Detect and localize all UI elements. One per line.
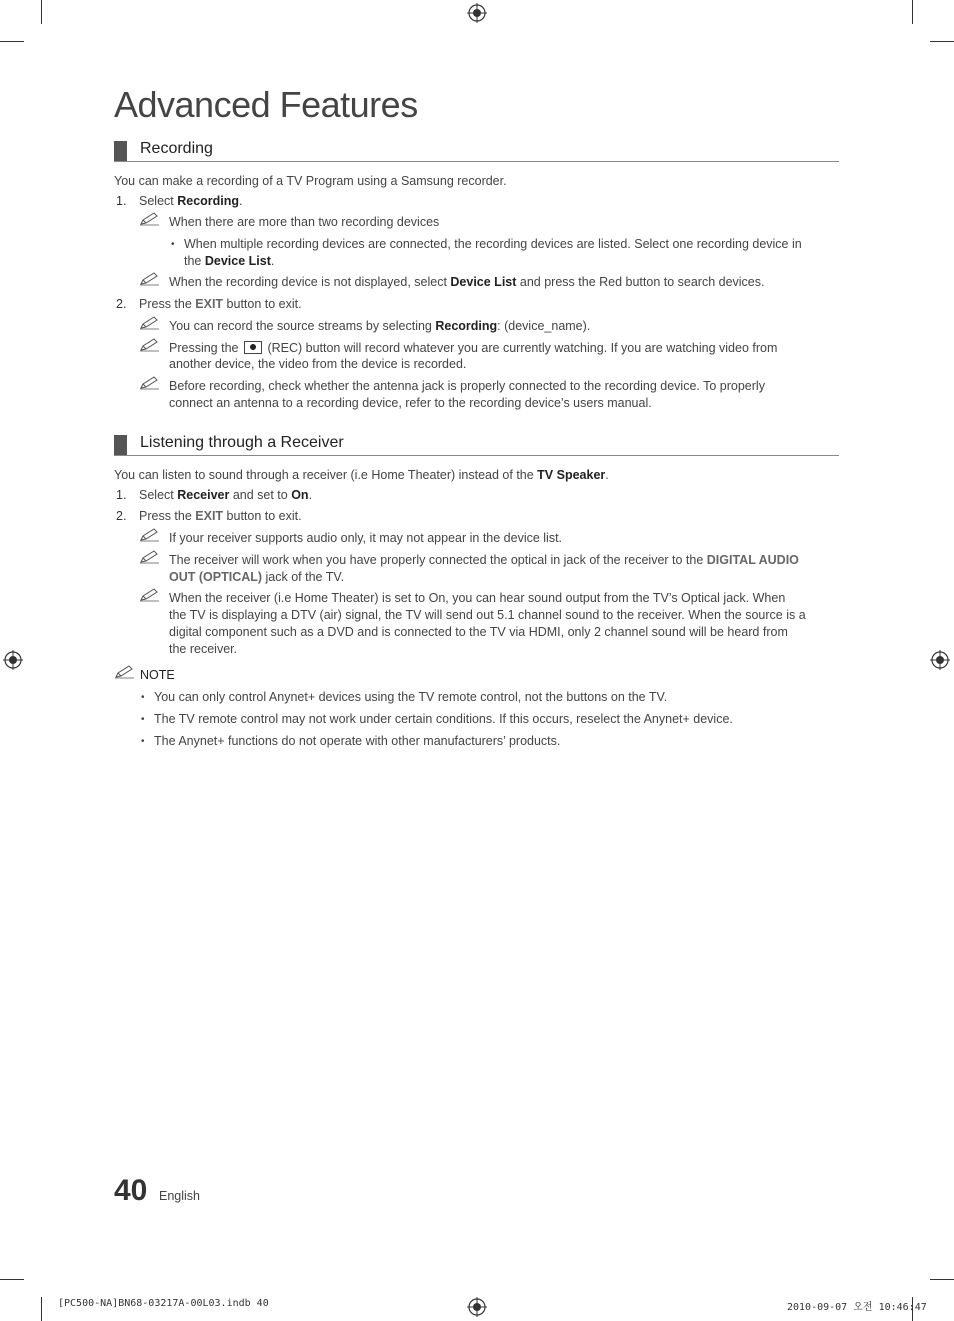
note-pencil-icon [139, 212, 161, 226]
recording-note-1: When there are more than two recording devices [169, 215, 440, 229]
recording-bullet-line-1: When multiple recording devices are connected, the recording devices are listed. Select one recording device in [184, 237, 802, 251]
receiver-note-3-line-4: the receiver. [169, 642, 238, 656]
recording-note-3: You can record the source streams by selecting Recording: (device_name). [169, 319, 591, 333]
receiver-intro: You can listen to sound through a receiver (i.e Home Theater) instead of the TV Speaker. [114, 468, 609, 482]
step-number: 2. [116, 509, 127, 523]
heading-bar [114, 435, 127, 455]
bullet-dot: • [171, 239, 175, 250]
heading-label: Listening through a Receiver [140, 434, 344, 451]
note-item: The Anynet+ functions do not operate with other manufacturers’ products. [154, 734, 561, 748]
bullet-dot: • [141, 714, 145, 725]
note-pencil-icon [114, 665, 136, 679]
print-file-info: [PC500-NA]BN68-03217A-00L03.indb 40 [58, 1298, 269, 1309]
receiver-note-3-line-3: digital component such as a DVD and is connected to the TV via HDMI, only 2 channel sound will be heard from [169, 625, 788, 639]
recording-note-5-line-2: connect an antenna to a recording device, refer to the recording device’s users manual. [169, 396, 652, 410]
step-number: 1. [116, 488, 127, 502]
crop-mark [0, 41, 24, 42]
recording-step-2: Press the EXIT button to exit. [139, 297, 302, 311]
registration-mark-icon [467, 1297, 487, 1317]
recording-note-2: When the recording device is not displayed, select Device List and press the Red button to search devices. [169, 275, 765, 289]
receiver-step-2: Press the EXIT button to exit. [139, 509, 302, 523]
registration-mark-icon [3, 650, 23, 670]
crop-mark [41, 1297, 42, 1321]
note-pencil-icon [139, 528, 161, 542]
note-pencil-icon [139, 376, 161, 390]
receiver-note-1: If your receiver supports audio only, it may not appear in the device list. [169, 531, 563, 545]
crop-mark [930, 1279, 954, 1280]
bullet-dot: • [141, 692, 145, 703]
note-pencil-icon [139, 550, 161, 564]
crop-mark [0, 1279, 24, 1280]
recording-note-5-line-1: Before recording, check whether the antenna jack is properly connected to the recording device. To properly [169, 379, 765, 393]
crop-mark [930, 41, 954, 42]
section-heading-recording [114, 140, 839, 162]
receiver-note-3-line-1: When the receiver (i.e Home Theater) is set to On, you can hear sound output from the TV’s Optical jack. When [169, 591, 786, 605]
registration-mark-icon [467, 3, 487, 23]
recording-intro: You can make a recording of a TV Program using a Samsung recorder. [114, 174, 507, 188]
note-item: You can only control Anynet+ devices using the TV remote control, not the buttons on the TV. [154, 690, 668, 704]
note-pencil-icon [139, 338, 161, 352]
recording-bullet-line-2: the Device List. [184, 254, 275, 268]
note-pencil-icon [139, 316, 161, 330]
rec-button-icon [244, 341, 262, 354]
print-timestamp: 2010-09-07 오전 10:46:47 [787, 1302, 927, 1313]
page-language: English [159, 1189, 200, 1203]
page-title: Advanced Features [114, 84, 418, 125]
recording-note-4: Pressing the (REC) button will record whatever you are currently watching. If you are watching video from [169, 341, 778, 355]
crop-mark [41, 0, 42, 24]
step-number: 1. [116, 194, 127, 208]
page-number: 40 [114, 1174, 148, 1207]
bullet-dot: • [141, 736, 145, 747]
receiver-note-3-line-2: the TV is displaying a DTV (air) signal, the TV will send out 5.1 channel sound to the receiver. When the source is a [169, 608, 806, 622]
section-heading-receiver [114, 434, 839, 456]
note-pencil-icon [139, 588, 161, 602]
recording-step-1: Select Recording. [139, 194, 243, 208]
note-label: NOTE [140, 668, 175, 682]
receiver-step-1: Select Receiver and set to On. [139, 488, 313, 502]
note-pencil-icon [139, 272, 161, 286]
recording-note-4-line-2: another device, the video from the device is recorded. [169, 357, 467, 371]
heading-bar [114, 141, 127, 161]
heading-label: Recording [140, 140, 213, 157]
receiver-note-2-line-2: OUT (OPTICAL) jack of the TV. [169, 570, 345, 584]
receiver-note-2-line-1: The receiver will work when you have properly connected the optical in jack of the receiver to the DIGITAL AUDIO [169, 553, 799, 567]
crop-mark [912, 0, 913, 24]
registration-mark-icon [930, 650, 950, 670]
step-number: 2. [116, 297, 127, 311]
note-item: The TV remote control may not work under certain conditions. If this occurs, reselect the Anynet+ device. [154, 712, 733, 726]
